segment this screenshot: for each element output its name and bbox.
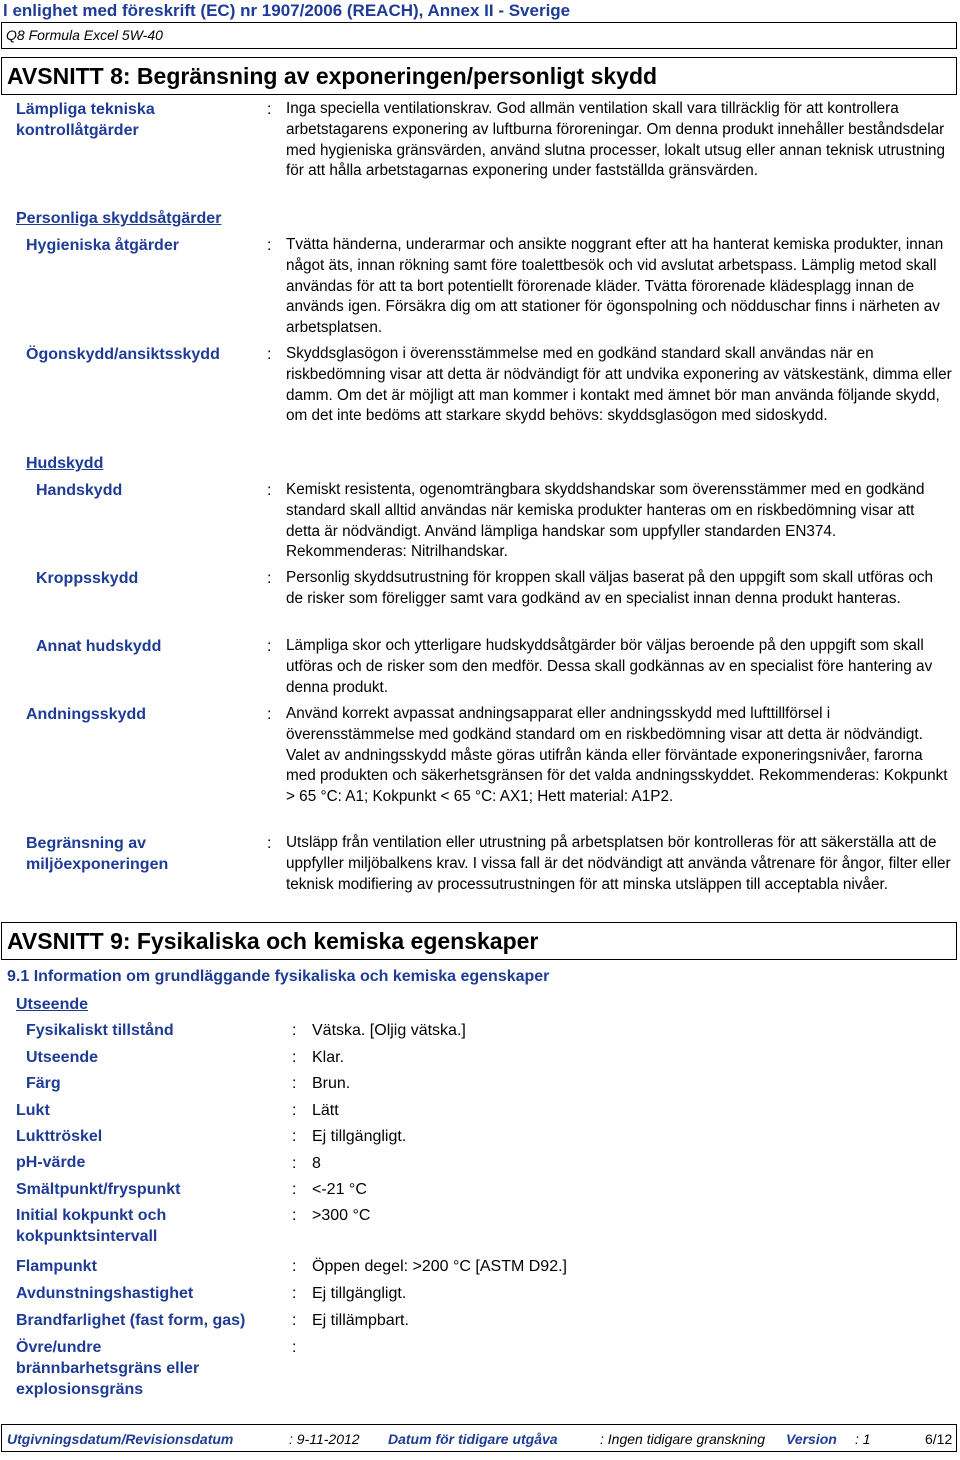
value-ph-varde: 8 bbox=[312, 1155, 321, 1172]
text-kroppsskydd: Personlig skyddsutrustning för kroppen skall väljas baserat på den uppgift som skall utföras och de risker som föreligger samt vara godkänd av en specialist innan denna produkt hanteras. bbox=[286, 569, 934, 607]
label-flampunkt: Flampunkt bbox=[16, 1258, 97, 1275]
value-flampunkt: Öppen degel: >200 °C [ASTM D92.] bbox=[312, 1258, 567, 1275]
footer-date-value: : 9-11-2012 bbox=[289, 1431, 360, 1447]
text-hygieniska-atgarder: Tvätta händerna, underarmar och ansikte noggrant efter att ha hanterat kemiska produkter, innan något äts, innan rökning samt före toalettbesök och vid avslutat arbetspass. Lämplig metod skall användas för att ta bort potentiellt förorenade kläder. Tvätta förorenade klädesplagg innan de används igen. Försäkra dig om att stationer för ögonspolning och nödduschar finns i närheten av arbetsplatsen. bbox=[286, 236, 944, 337]
label-ph-varde: pH-värde bbox=[16, 1154, 86, 1171]
label-hygieniska-atgarder: Hygieniska åtgärder bbox=[26, 237, 179, 254]
value-smaltpunkt: <-21 °C bbox=[312, 1181, 367, 1198]
text-andningsskydd: Använd korrekt avpassat andningsapparat eller andningsskydd med lufttillförsel i överensstämmelse med godkänd standard om en riskbedömning visar att detta är nödvändigt. Valet av andningsskydd måste göras utifrån kända eller förväntade exponeringsnivåer, farorna med produkten och säkerhetsgränsen för det valda andningsskyddet. Rekommenderas: Kokpunkt > 65 °C: A1; Kokpunkt < 65 °C: AX1; Hett material: A1P2. bbox=[286, 705, 948, 806]
colon: : bbox=[267, 835, 272, 852]
value-avdunstningshastighet: Ej tillgängligt. bbox=[312, 1285, 407, 1302]
label-kroppsskydd: Kroppsskydd bbox=[36, 570, 139, 587]
value-utseende: Klar. bbox=[312, 1049, 345, 1066]
value-kokpunkt: >300 °C bbox=[312, 1207, 371, 1224]
colon: : bbox=[267, 638, 272, 655]
label-smaltpunkt: Smältpunkt/fryspunkt bbox=[16, 1181, 181, 1198]
text-miljoexponeringen: Utsläpp från ventilation eller utrustning på arbetsplatsen bör kontrolleras för att säkerställa att de uppfyller miljöbalkens krav. I vissa fall är det nödvändigt att använda våtrenare för ångor, filter eller teknisk modifiering av processutrustningen för att minska utsläppen till acceptabla nivåer. bbox=[286, 834, 951, 893]
text-ogonskydd: Skyddsglasögon i överensstämmelse med en godkänd standard skall användas när en riskbedömning visar att detta är nödvändigt för att undvika exponering av vätskestänk, dimma eller damm. Om det är möjligt att man kommer i kontakt med ämnet bör man använda följande skydd, om det inte bedöms att starkare skydd behövs: skyddsglasögon med sidoskydd. bbox=[286, 345, 952, 425]
colon: : bbox=[292, 1312, 297, 1329]
footer-version-value: : 1 bbox=[855, 1431, 871, 1447]
colon: : bbox=[267, 101, 272, 118]
footer-prev-value: : Ingen tidigare granskning bbox=[600, 1431, 765, 1447]
label-annat-hudskydd: Annat hudskydd bbox=[36, 638, 162, 655]
colon: : bbox=[292, 1285, 297, 1302]
label-brannbarhetsgrans: Övre/undre brännbarhetsgräns eller explosionsgräns bbox=[16, 1339, 200, 1398]
label-lukt: Lukt bbox=[16, 1102, 50, 1119]
value-farg: Brun. bbox=[312, 1075, 351, 1092]
value-lukttroskel: Ej tillgängligt. bbox=[312, 1128, 407, 1145]
colon: : bbox=[292, 1207, 297, 1224]
colon: : bbox=[292, 1102, 297, 1119]
section9-subheading: 9.1 Information om grundläggande fysikaliska och kemiska egenskaper bbox=[7, 968, 550, 985]
section9-title: AVSNITT 9: Fysikaliska och kemiska egenskaper bbox=[7, 928, 539, 954]
label-fysikaliskt-tillstand: Fysikaliskt tillstånd bbox=[26, 1022, 174, 1039]
label-farg: Färg bbox=[26, 1075, 61, 1092]
product-name: Q8 Formula Excel 5W-40 bbox=[6, 27, 163, 43]
value-fysikaliskt-tillstand: Vätska. [Oljig vätska.] bbox=[312, 1022, 466, 1039]
value-brandfarlighet: Ej tillämpbart. bbox=[312, 1312, 409, 1329]
text-annat-hudskydd: Lämpliga skor och ytterligare hudskyddsåtgärder bör väljas beroende på den uppgift som skall utföras och de risker som den medför. Dessa skall godkännas av en specialist före hantering av denna produkt. bbox=[286, 637, 933, 696]
footer-date-label: Utgivningsdatum/Revisionsdatum bbox=[7, 1431, 234, 1447]
text-handskydd: Kemiskt resistenta, ogenomträngbara skyddshandskar som överensstämmer med en godkänd standard skall alltid användas när kemiska produkter hanteras om en riskbedömning visar att detta är nödvändigt. Använd lämpliga handskar som uppfyller standarden EN374. Rekommenderas: Nitrilhandskar. bbox=[286, 481, 925, 561]
label-avdunstningshastighet: Avdunstningshastighet bbox=[16, 1285, 194, 1302]
footer-page-number: 6/12 bbox=[925, 1431, 953, 1447]
document-title: l enlighet med föreskrift (EC) nr 1907/2006 (REACH), Annex II - Sverige bbox=[3, 1, 571, 20]
label-tekniska-kontrollatgarder: Lämpliga tekniska kontrollåtgärder bbox=[16, 101, 155, 139]
colon: : bbox=[267, 570, 272, 587]
colon: : bbox=[267, 482, 272, 499]
colon: : bbox=[292, 1128, 297, 1145]
colon: : bbox=[267, 346, 272, 363]
value-lukt: Lätt bbox=[312, 1102, 339, 1119]
colon: : bbox=[292, 1049, 297, 1066]
colon: : bbox=[292, 1181, 297, 1198]
label-ogonskydd: Ögonskydd/ansiktsskydd bbox=[26, 346, 220, 363]
label-kokpunkt: Initial kokpunkt och kokpunktsintervall bbox=[16, 1207, 167, 1245]
section8-title: AVSNITT 8: Begränsning av exponeringen/personligt skydd bbox=[7, 63, 658, 89]
colon: : bbox=[292, 1258, 297, 1275]
label-andningsskydd: Andningsskydd bbox=[26, 706, 147, 723]
label-utseende-group: Utseende bbox=[16, 996, 89, 1013]
label-utseende: Utseende bbox=[26, 1049, 99, 1066]
footer-prev-label: Datum för tidigare utgåva bbox=[388, 1431, 558, 1447]
label-handskydd: Handskydd bbox=[36, 482, 123, 499]
text-tekniska-kontrollatgarder: Inga speciella ventilationskrav. God allmän ventilation skall vara tillräcklig för att kontrollera arbetstagarens exponering av luftburna föroreningar. Om denna produkt innehåller beståndsdelar med hygieniska gränsvärden, använd slutna processer, lokalt utsug eller annan teknisk utrustning för att hålla arbetstagarnas exponering under fastställda gränsvärden. bbox=[286, 100, 946, 180]
colon: : bbox=[267, 706, 272, 723]
colon: : bbox=[267, 237, 272, 254]
label-brandfarlighet: Brandfarlighet (fast form, gas) bbox=[16, 1312, 246, 1329]
label-personliga-skyddsatgarder: Personliga skyddsåtgärder bbox=[16, 210, 222, 227]
colon: : bbox=[292, 1022, 297, 1039]
footer-version-label: Version bbox=[786, 1431, 837, 1447]
colon: : bbox=[292, 1155, 297, 1172]
label-miljoexponeringen: Begränsning av miljöexponeringen bbox=[26, 835, 169, 873]
colon: : bbox=[292, 1339, 297, 1356]
label-lukttroskel: Lukttröskel bbox=[16, 1128, 103, 1145]
colon: : bbox=[292, 1075, 297, 1092]
label-hudskydd: Hudskydd bbox=[26, 455, 104, 472]
